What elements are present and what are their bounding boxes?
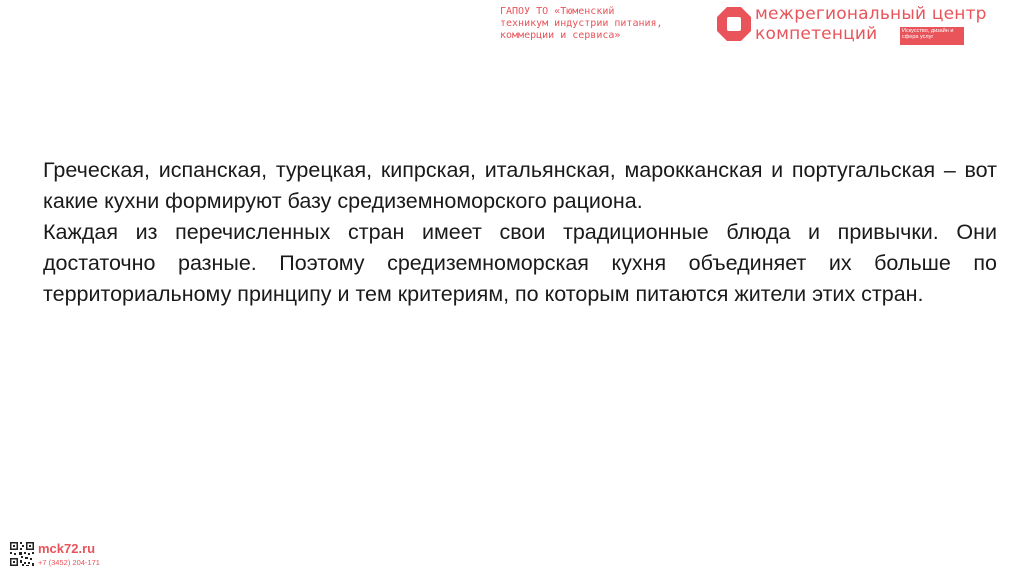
organization-name-line: коммерции и сервиса»: [500, 30, 621, 41]
website-link[interactable]: mck72.ru: [38, 541, 96, 556]
qr-code-icon: [9, 541, 35, 567]
center-title-line: межрегиональный центр: [755, 4, 987, 24]
octagon-logo-icon: [716, 6, 752, 42]
paragraph: Каждая из перечисленных стран имеет свои традиционные блюда и привычки. Они достаточно разные. Поэтому средиземноморская кухня объединяет их больше по территориальному принципу и тем критериям, по которым питаются жители этих стран.: [43, 220, 997, 306]
tagline-badge: Искусство, дизайн и сфера услуг: [900, 27, 964, 45]
organization-name-line: техникум индустрии питания,: [500, 18, 663, 29]
organization-name-line: ГАПОУ ТО «Тюменский: [500, 6, 615, 17]
main-text: [43, 155, 997, 310]
organization-name: [500, 6, 715, 42]
paragraph: Греческая, испанская, турецкая, кипрская, итальянская, марокканская и португальская – вот какие кухни формируют базу средиземноморского рациона.: [43, 158, 997, 213]
phone-number: +7 (3452) 204-171: [38, 558, 100, 567]
center-title-line: компетенций: [755, 24, 878, 44]
